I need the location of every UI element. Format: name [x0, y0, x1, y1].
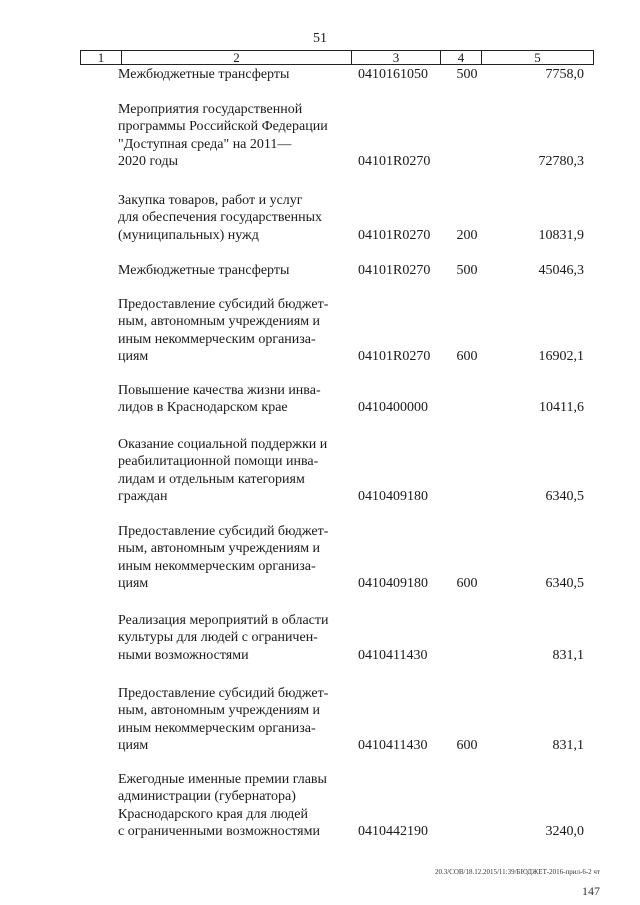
row-vr: 600	[456, 576, 478, 591]
row-code: 0410409180	[358, 489, 428, 504]
header-col-4: 4	[457, 50, 465, 65]
row-amount: 831,1	[552, 738, 584, 753]
row-amount: 7758,0	[545, 67, 584, 82]
row-name: Оказание социальной поддержки и реабилитационной помощи инва- лидам и отдельным категориям граждан	[118, 437, 328, 504]
header-col-3: 3	[392, 50, 400, 65]
header-col-2: 2	[233, 50, 240, 65]
row-amount: 72780,3	[538, 154, 584, 169]
row-code: 0410442190	[358, 824, 428, 839]
row-name: Межбюджетные трансферты	[118, 67, 290, 82]
row-amount: 45046,3	[538, 263, 584, 278]
row-name: Повышение качества жизни инва- лидов в Краснодарском крае	[118, 383, 321, 416]
row-amount: 831,1	[552, 648, 584, 663]
header-col-5: 5	[534, 50, 541, 65]
row-code: 0410411430	[358, 738, 428, 753]
row-code: 0410411430	[358, 648, 428, 663]
row-amount: 10411,6	[539, 400, 584, 415]
page-number: 51	[313, 31, 327, 46]
stamp-number: 147	[582, 884, 600, 898]
row-code: 04101R0270	[358, 228, 431, 243]
header-col-1: 1	[97, 50, 105, 65]
row-name: Межбюджетные трансферты	[118, 263, 290, 278]
row-code: 04101R0270	[358, 263, 431, 278]
row-vr: 500	[456, 67, 478, 82]
row-name: Мероприятия государственной программы Российской Федерации "Доступная среда" на 2011— 2020 годы	[118, 102, 328, 169]
row-name: Реализация мероприятий в области культуры для людей с ограничен- ными возможностями	[118, 613, 329, 663]
row-code: 0410409180	[358, 576, 428, 591]
row-name: Предоставление субсидий бюджет- ным, автономным учреждениям и иным некоммерческим организа- циям	[118, 524, 329, 591]
row-amount: 10831,9	[538, 228, 584, 243]
row-code: 04101R0270	[358, 154, 431, 169]
row-vr: 500	[456, 263, 478, 278]
row-amount: 3240,0	[545, 824, 584, 839]
row-vr: 600	[456, 349, 478, 364]
row-amount: 6340,5	[545, 576, 584, 591]
row-vr: 600	[456, 738, 478, 753]
row-vr: 200	[456, 228, 478, 243]
row-name: Предоставление субсидий бюджет- ным, автономным учреждениям и иным некоммерческим организа- циям	[118, 686, 329, 753]
row-code: 04101R0270	[358, 349, 431, 364]
row-name: Ежегодные именные премии главы администрации (губернатора) Краснодарского края для людей с ограниченными возможностями	[118, 772, 327, 839]
footer-file-reference: 20.3/СОВ/18.12.2015/11:39/БЮДЖЕТ-2016-прил-6-2 чт	[434, 868, 600, 876]
row-code: 0410400000	[358, 400, 428, 415]
table-header	[80, 50, 594, 65]
row-name: Закупка товаров, работ и услуг для обеспечения государственных (муниципальных) нужд	[118, 193, 322, 243]
row-code: 0410161050	[358, 67, 428, 82]
row-amount: 6340,5	[545, 489, 584, 504]
row-name: Предоставление субсидий бюджет- ным, автономным учреждениям и иным некоммерческим организа- циям	[118, 297, 329, 364]
row-amount: 16902,1	[538, 349, 584, 364]
